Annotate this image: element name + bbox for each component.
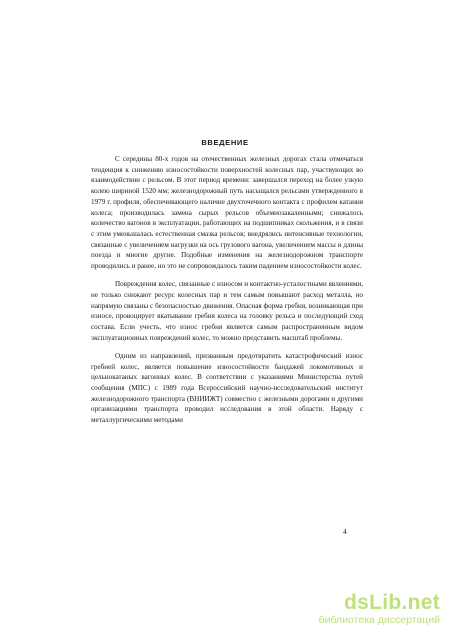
watermark-logo: dsLib.net [343, 591, 440, 614]
watermark-subtitle: библиотека диссертаций [318, 614, 440, 626]
page-number: 4 [343, 527, 347, 536]
watermark [319, 593, 440, 627]
paragraph-2: Повреждения колес, связанные с износом и контактно-усталостными явлениями, не только снижают ресурс колесных пар и тем самым повышают расход металла, но напрямую связаны с безопасностью движения. Опасная форма гребня, возникающая при износе, провоцирует вкатывание гребня колеса на головку рельса и последующий сход состава. Если учесть, что износ гребня является самым распространенным видом эксплуатационных повреждений колес, то можно представить масштаб проблемы. [91, 280, 363, 342]
body-text [91, 154, 363, 433]
paragraph-3: Одним из направлений, призванным предотвратить катастрофический износ гребней колес, является повышение износостойкости бандажей локомотивных и цельнокатаных вагонных колес. В соответствии с указаниями Министерства путей сообщения (МПС) с 1989 года Всероссийский научно-исследовательский институт железнодорожного транспорта (ВНИИЖТ) совместно с железными дорогами и другими организациями транспорта проводил исследования в этой области. Наряду с металлургическими методами [91, 351, 363, 425]
paragraph-1: С середины 80-х годов на отечественных железных дорогах стала отмечаться тенденция к снижению износостойкости поверхностей колесных пар, участвующих во взаимодействии с рельсом. В этот период времени: завершался переход на более узкую колею шириной 1520 мм; железнодорожный путь насыщался рельсами утвержденного в 1979 г. профиля, обеспечивающего наличие двухточечного контакта с профилем катания колеса; производилась замена сырых рельсов объемнозакаленными; снижалось количество вагонов в эксплуатации, работающих на подшипниках скольжения, и в связи с этим уменьшалась естественная смазка рельсов; внедрялись интенсивные технологии, связанные с увеличением нагрузки на ось грузового вагона, увеличением массы и длины поезда и многие другие. Подобные изменения на железнодорожном транспорте проводились и ранее, но это не сопровождалось таким падением износостойкости колес. [91, 155, 363, 271]
section-heading: ВВЕДЕНИЕ [201, 138, 249, 147]
